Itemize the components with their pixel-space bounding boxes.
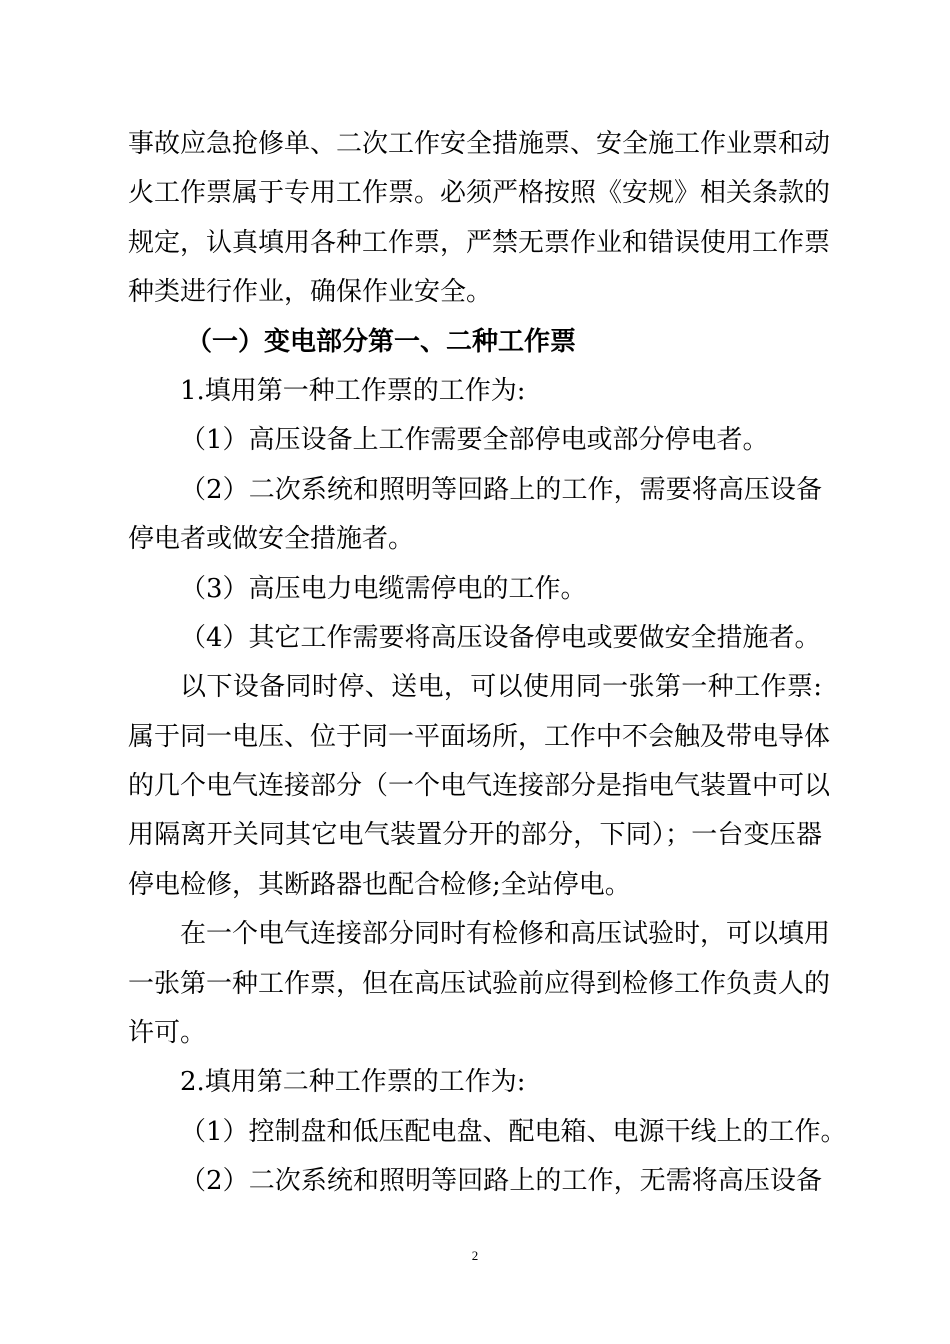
list-item: （1）控制盘和低压配电盘、配电箱、电源干线上的工作。 xyxy=(180,1116,847,1147)
paragraph-line: 以下设备同时停、送电，可以使用同一张第一种工作票: xyxy=(180,672,822,703)
list-item: （3）高压电力电缆需停电的工作。 xyxy=(180,573,587,604)
paragraph-line: 许可。 xyxy=(128,1018,207,1049)
item-heading: 2.填用第二种工作票的工作为: xyxy=(180,1067,526,1098)
list-item: （2）二次系统和照明等回路上的工作，无需将高压设备 xyxy=(180,1166,822,1197)
paragraph-line: 一张第一种工作票，但在高压试验前应得到检修工作负责人的 xyxy=(128,968,831,999)
paragraph-line: 属于同一电压、位于同一平面场所，工作中不会触及带电导体 xyxy=(128,721,831,752)
list-item: （2）二次系统和照明等回路上的工作，需要将高压设备 xyxy=(180,474,822,505)
paragraph-line: 火工作票属于专用工作票。必须严格按照《安规》相关条款的 xyxy=(128,178,831,209)
paragraph-line: 事故应急抢修单、二次工作安全措施票、安全施工作业票和动 xyxy=(128,129,831,159)
paragraph-line: 停电检修，其断路器也配合检修;全站停电。 xyxy=(128,869,631,900)
page-number: 2 xyxy=(471,1248,479,1263)
paragraph-line: 用隔离开关同其它电气装置分开的部分，下同）；一台变压器 xyxy=(128,820,822,851)
list-item-continuation: 停电者或做安全措施者。 xyxy=(128,524,415,555)
paragraph-line: 在一个电气连接部分同时有检修和高压试验时，可以填用 xyxy=(180,919,831,950)
paragraph-line: 种类进行作业，确保作业安全。 xyxy=(128,277,493,308)
item-heading: 1.填用第一种工作票的工作为: xyxy=(180,375,526,406)
paragraph-line: 的几个电气连接部分（一个电气连接部分是指电气装置中可以 xyxy=(128,771,831,802)
document-body xyxy=(128,124,847,1211)
paragraph-line: 规定，认真填用各种工作票，严禁无票作业和错误使用工作票 xyxy=(128,227,831,258)
list-item: （4）其它工作需要将高压设备停电或要做安全措施者。 xyxy=(180,622,821,653)
list-item: （1）高压设备上工作需要全部停电或部分停电者。 xyxy=(180,425,769,456)
section-heading: （一）变电部分第一、二种工作票 xyxy=(186,326,577,357)
